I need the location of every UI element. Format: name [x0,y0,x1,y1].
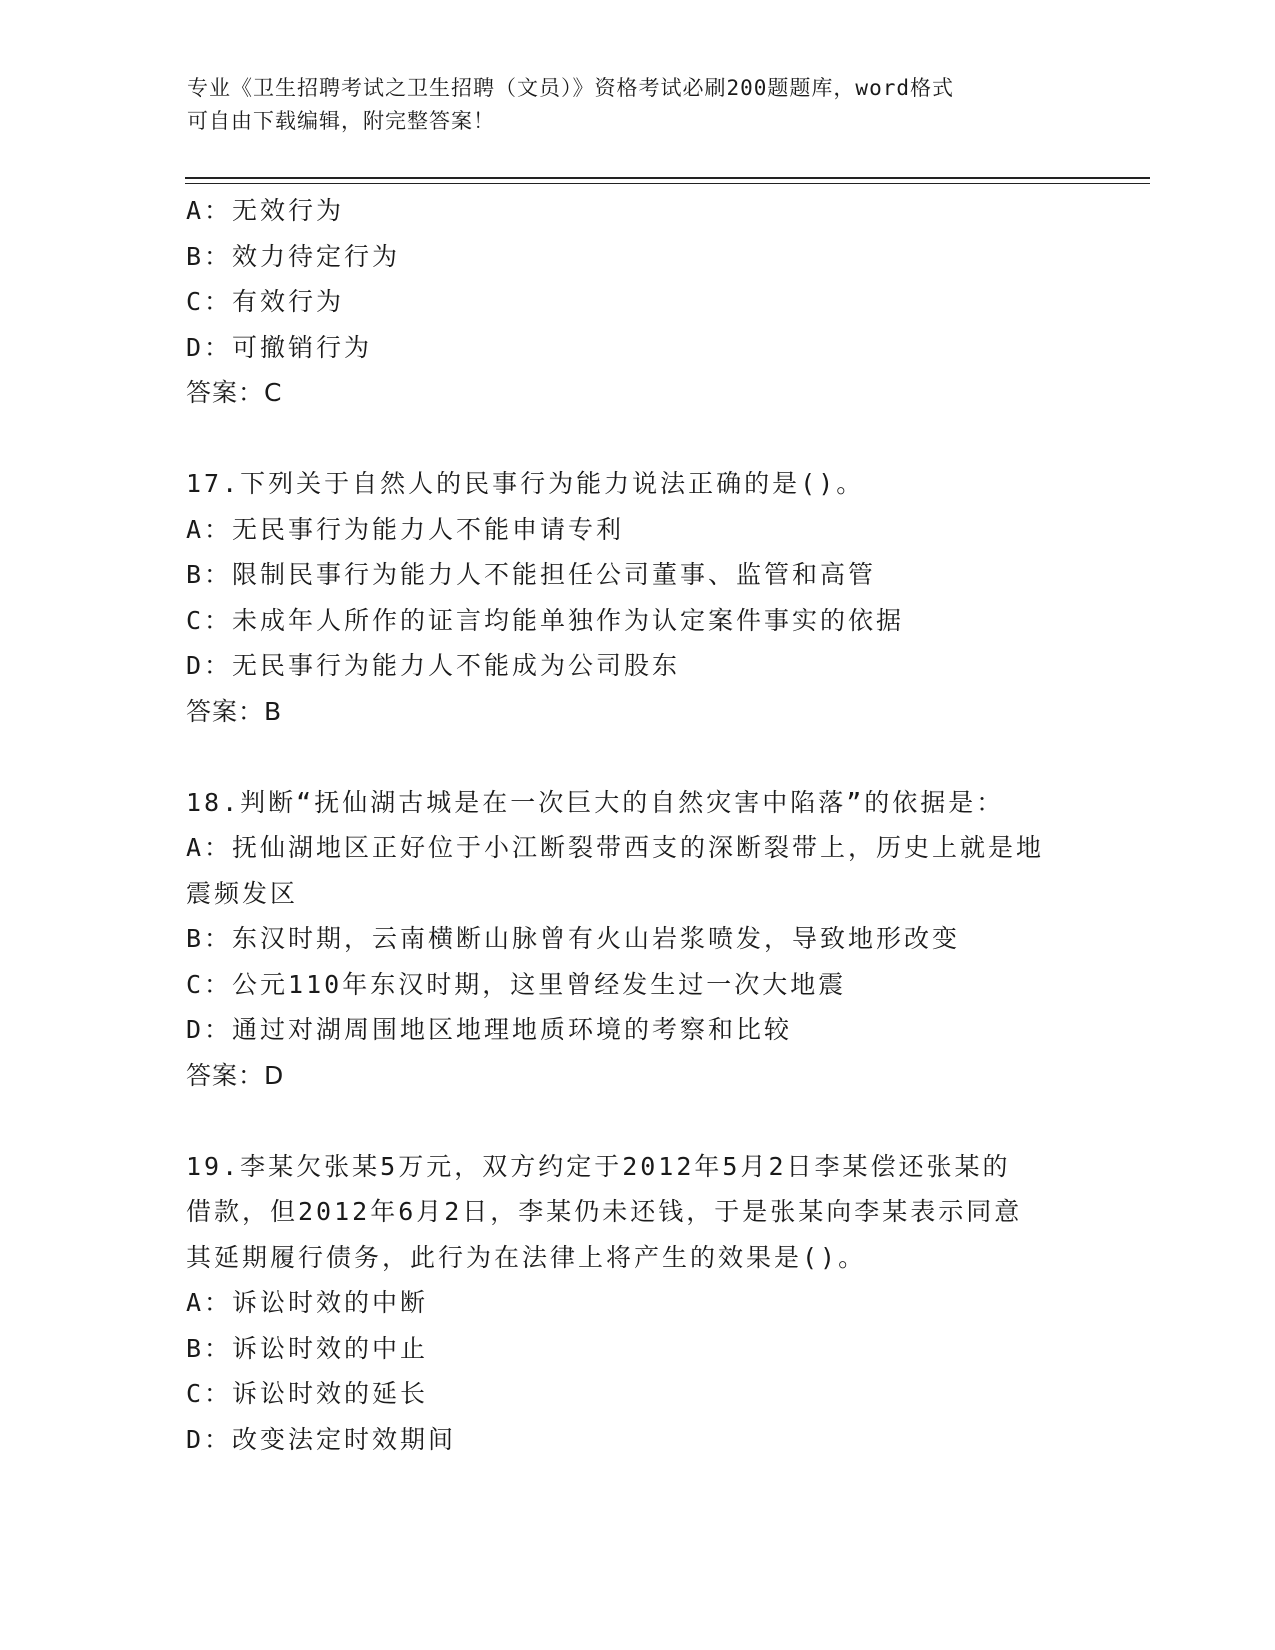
q17-option-a: A：无民事行为能力人不能申请专利 [186,514,625,544]
q18-option-d: D：通过对湖周围地区地理地质环境的考察和比较 [186,1015,793,1044]
header-line-1: 专业《卫生招聘考试之卫生招聘（文员）》资格考试必刷200题题库，word格式 [187,76,954,100]
q19-stem-line-3: 其延期履行债务，此行为在法律上将产生的效果是()。 [186,1242,867,1272]
question-content [186,188,1086,1462]
q19-option-a: A：诉讼时效的中断 [186,1288,429,1317]
q16-option-c: C：有效行为 [186,287,345,316]
q18-option-b: B：东汉时期，云南横断山脉曾有火山岩浆喷发，导致地形改变 [186,924,961,953]
q17-option-c: C：未成年人所作的证言均能单独作为认定案件事实的依据 [186,605,905,635]
q17-option-d: D：无民事行为能力人不能成为公司股东 [186,651,681,680]
q16-option-d: D：可撤销行为 [186,332,373,362]
q18-option-a-line-1: A：抚仙湖地区正好位于小江断裂带西支的深断裂带上，历史上就是地 [186,833,1045,862]
q19-option-d: D：改变法定时效期间 [186,1424,457,1454]
q16-answer: 答案：C [186,378,283,407]
q18-answer: 答案：D [186,1060,285,1090]
q17-answer: 答案：B [186,696,283,726]
spacer [186,1098,1086,1144]
document-header [187,72,1067,138]
q18-stem: 18.判断“抚仙湖古城是在一次巨大的自然灾害中陷落”的依据是： [186,787,1005,817]
q16-option-b: B：效力待定行为 [186,241,401,271]
spacer [186,416,1086,462]
q19-option-b: B：诉讼时效的中止 [186,1333,429,1363]
q16-option-a: A：无效行为 [186,196,345,225]
header-line-2: 可自由下载编辑，附完整答案！ [187,109,495,133]
q19-option-c: C：诉讼时效的延长 [186,1379,429,1408]
q17-option-b: B：限制民事行为能力人不能担任公司董事、监管和高管 [186,560,877,589]
header-rule-thick [185,177,1150,179]
q19-stem-line-1: 19.李某欠张某5万元，双方约定于2012年5月2日李某偿还张某的 [186,1151,1011,1181]
q19-stem-line-2: 借款，但2012年6月2日，李某仍未还钱，于是张某向李某表示同意 [186,1197,1023,1226]
q18-option-c: C：公元110年东汉时期，这里曾经发生过一次大地震 [186,969,847,999]
q17-stem: 17.下列关于自然人的民事行为能力说法正确的是()。 [186,469,865,498]
header-rule-thin [185,183,1150,184]
q18-option-a-line-2: 震频发区 [186,878,299,908]
spacer [186,734,1086,780]
